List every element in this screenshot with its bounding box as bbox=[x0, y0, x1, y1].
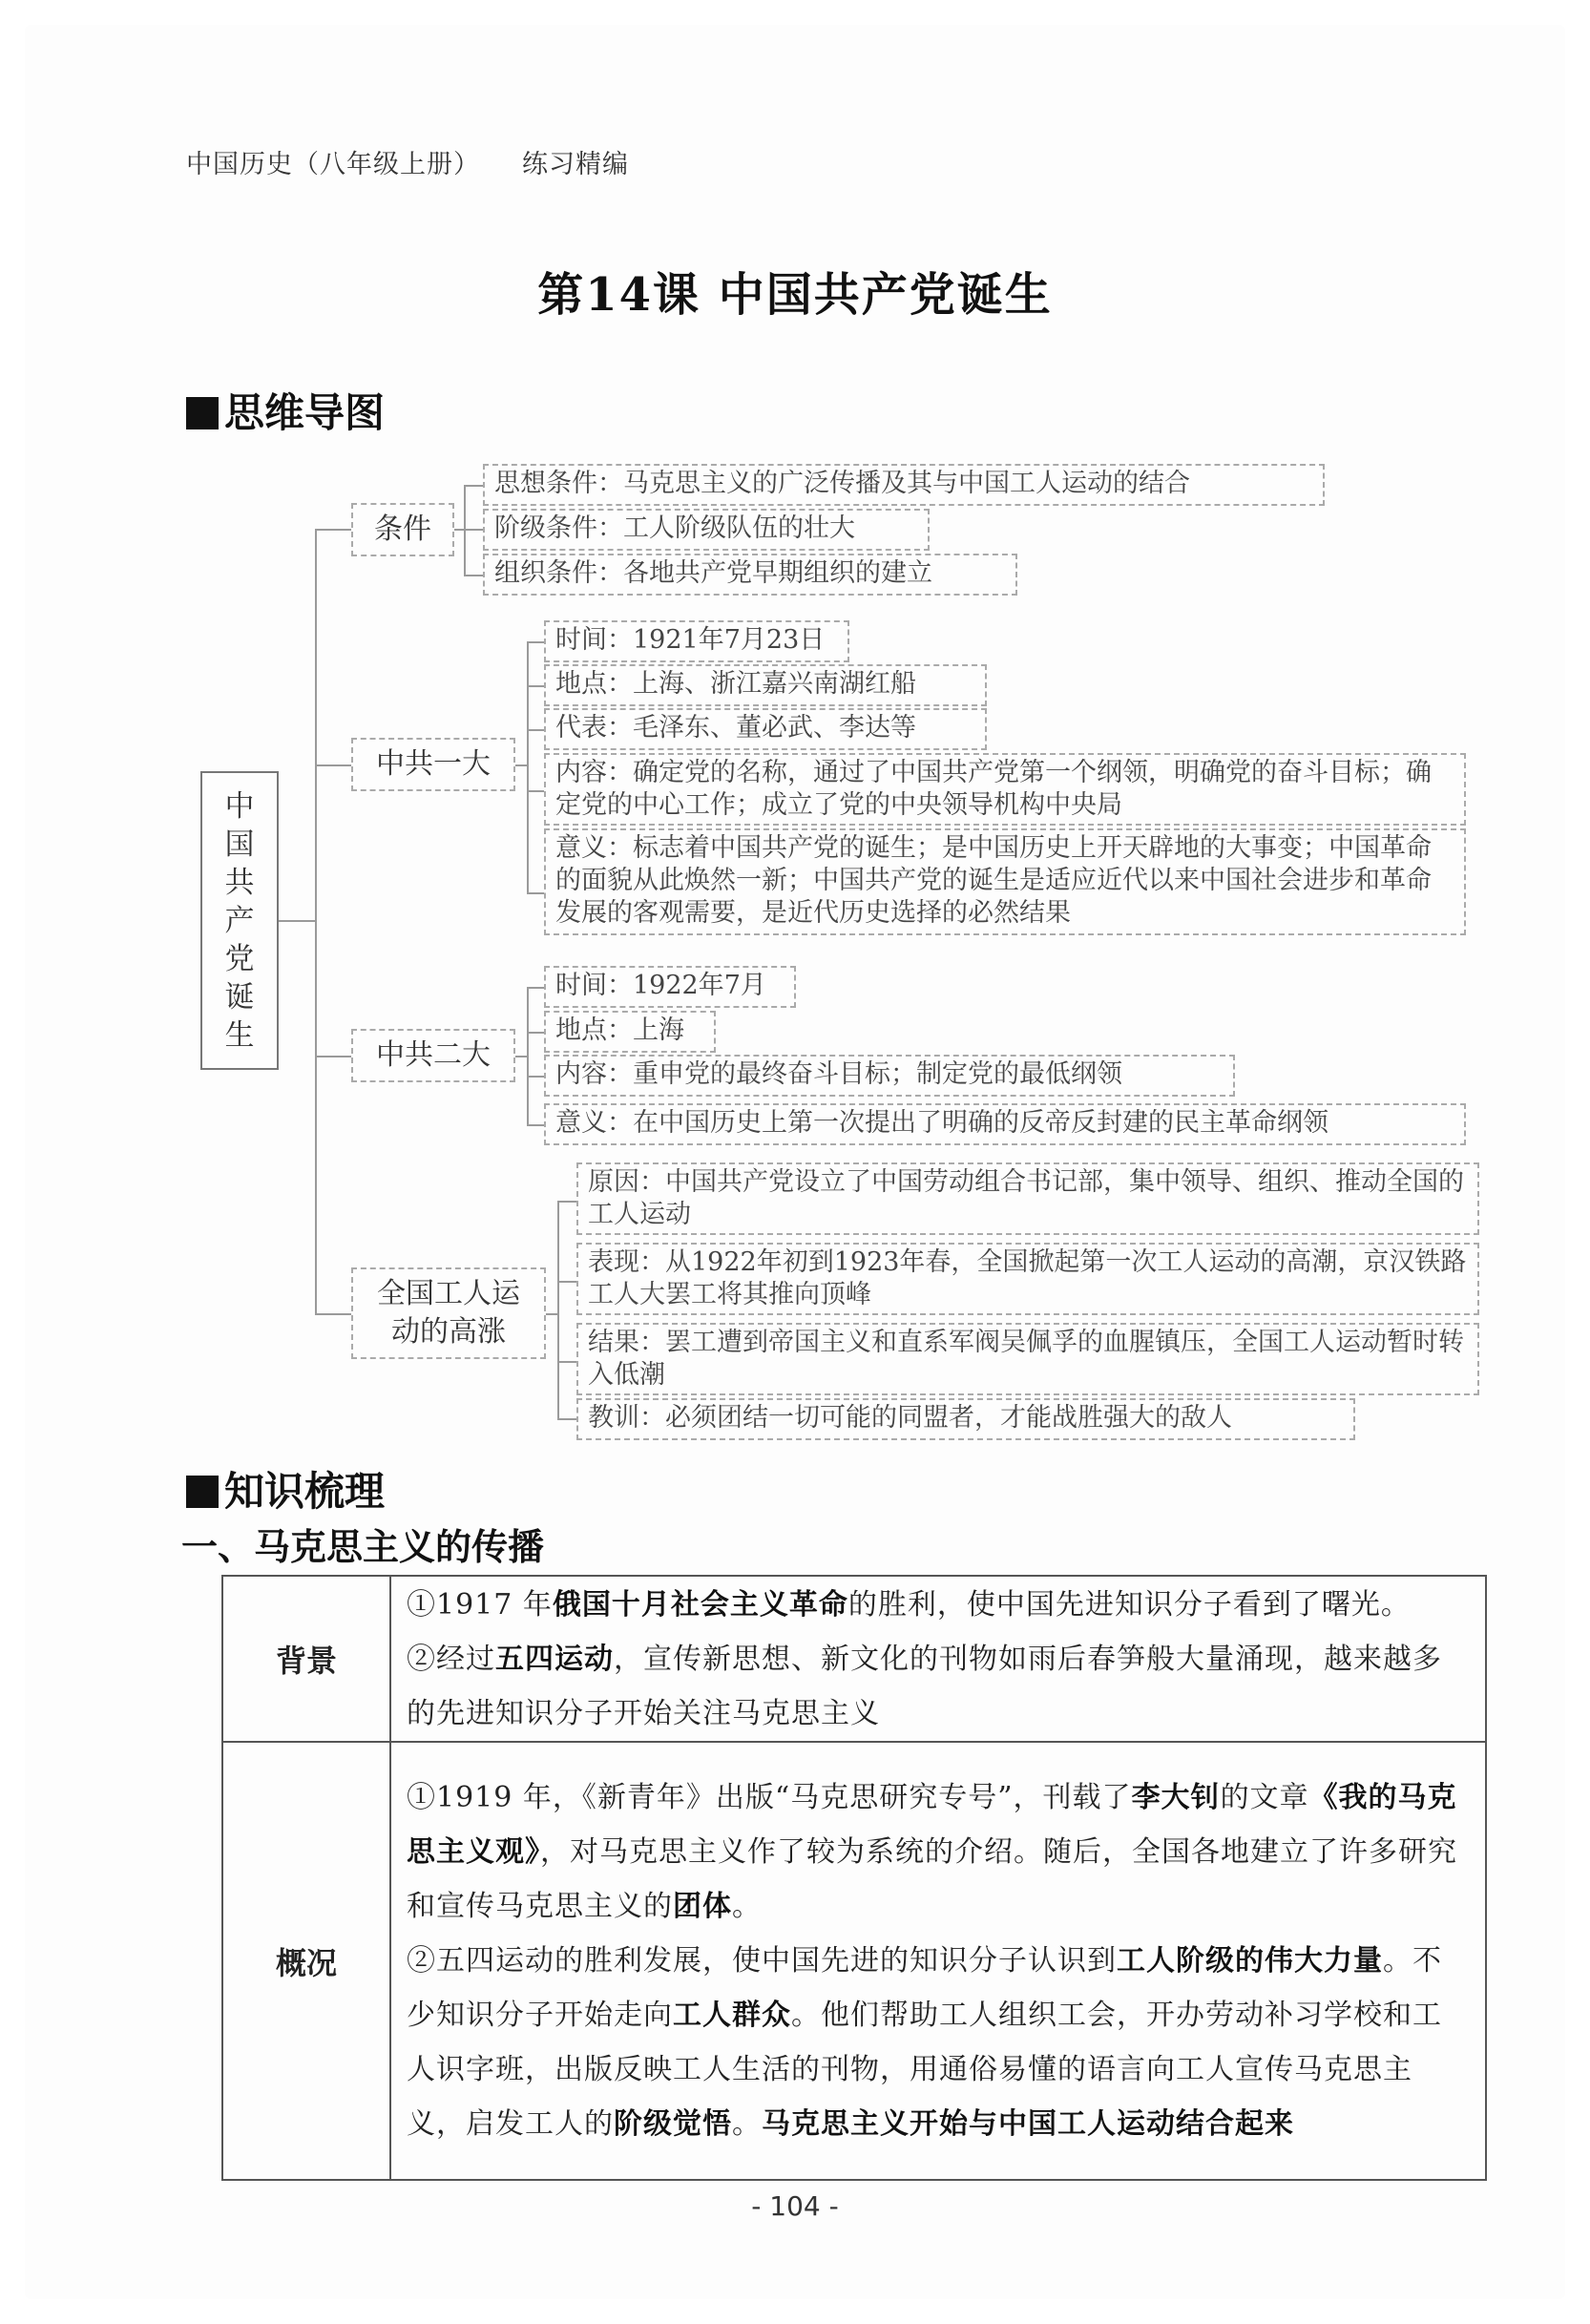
labor-item: 教训：必须团结一切可能的同盟者，才能战胜强大的敌人 bbox=[576, 1398, 1355, 1440]
labor-item: 结果：罢工遭到帝国主义和直系军阀吴佩孚的血腥镇压，全国工人运动暂时转入低潮 bbox=[576, 1323, 1479, 1395]
series-title: 练习精编 bbox=[522, 150, 629, 179]
congress1-item: 内容：确定党的名称，通过了中国共产党第一个纲领，明确党的奋斗目标；确定党的中心工作；成立了党的中央领导机构中央局 bbox=[544, 753, 1466, 826]
category-second-congress: 中共二大 bbox=[351, 1029, 515, 1082]
book-title: 中国历史（八年级上册） bbox=[186, 150, 480, 179]
row-label: 概况 bbox=[222, 1742, 390, 2180]
knowledge-heading: 知识梳理 bbox=[186, 1460, 385, 1518]
mindmap-root: 中 国 共 产 党 诞 生 bbox=[200, 771, 279, 1070]
labor-item: 表现：从1922年初到1923年春，全国掀起第一次工人运动的高潮，京汉铁路工人大罢工将其推向顶峰 bbox=[576, 1243, 1479, 1315]
congress1-item: 意义：标志着中国共产党的诞生；是中国历史上开天辟地的大事变；中国革命的面貌从此焕然一新；中国共产党的诞生是适应近代以来中国社会进步和革命发展的客观需要，是近代历史选择的必然结果 bbox=[544, 828, 1466, 935]
row-content: ①1917 年俄国十月社会主义革命的胜利，使中国先进知识分子看到了曙光。 ②经过五四运动，宣传新思想、新文化的刊物如雨后春笋般大量涌现，越来越多的先进知识分子开始关注马克思主义 bbox=[390, 1576, 1486, 1742]
congress2-item: 内容：重申党的最终奋斗目标；制定党的最低纲领 bbox=[544, 1055, 1235, 1097]
lesson-title: 第14课 中国共产党诞生 bbox=[537, 268, 1053, 322]
congress1-item: 地点：上海、浙江嘉兴南湖红船 bbox=[544, 664, 987, 706]
congress2-item: 时间：1922年7月 bbox=[544, 966, 796, 1008]
congress1-item: 时间：1921年7月23日 bbox=[544, 620, 849, 662]
category-conditions: 条件 bbox=[351, 503, 454, 556]
labor-item: 原因：中国共产党设立了中国劳动组合书记部，集中领导、组织、推动全国的工人运动 bbox=[576, 1162, 1479, 1235]
mindmap-heading: 思维导图 bbox=[186, 382, 385, 439]
section-title: 一、马克思主义的传播 bbox=[181, 1525, 545, 1568]
congress2-item: 地点：上海 bbox=[544, 1011, 716, 1053]
congress1-item: 代表：毛泽东、董必武、李达等 bbox=[544, 708, 987, 750]
category-first-congress: 中共一大 bbox=[351, 738, 515, 791]
page-number: - 104 - bbox=[751, 2190, 839, 2222]
row-content: ①1919 年，《新青年》出版“马克思研究专号”，刊载了李大钊的文章《我的马克思主义观》，对马克思主义作了较为系统的介绍。随后，全国各地建立了许多研究和宣传马克思主义的团体。 ②五四运动的胜利发展，使中国先进的知识分子认识到工人阶级的伟大力量。不少知识分子开始走向工人群众。他们帮助工人组织工会，开办劳动补习学校和工人识字班，出版反映工人生活的刊物，用通俗易懂的语言向工人宣传马克思主义，启发工人的阶级觉悟。马克思主义开始与中国工人运动结合起来 bbox=[390, 1742, 1486, 2180]
table-row bbox=[222, 1576, 1486, 1742]
square-bullet-icon bbox=[186, 397, 219, 429]
row-label: 背景 bbox=[222, 1576, 390, 1742]
congress2-item: 意义：在中国历史上第一次提出了明确的反帝反封建的民主革命纲领 bbox=[544, 1103, 1466, 1145]
condition-item: 组织条件：各地共产党早期组织的建立 bbox=[483, 554, 1017, 596]
condition-item: 思想条件：马克思主义的广泛传播及其与中国工人运动的结合 bbox=[483, 464, 1325, 506]
knowledge-table bbox=[221, 1575, 1487, 2181]
table-row bbox=[222, 1742, 1486, 2180]
condition-item: 阶级条件：工人阶级队伍的壮大 bbox=[483, 509, 930, 551]
square-bullet-icon bbox=[186, 1476, 219, 1508]
running-header bbox=[186, 143, 629, 180]
category-labor-movement: 全国工人运动的高涨 bbox=[351, 1267, 546, 1359]
